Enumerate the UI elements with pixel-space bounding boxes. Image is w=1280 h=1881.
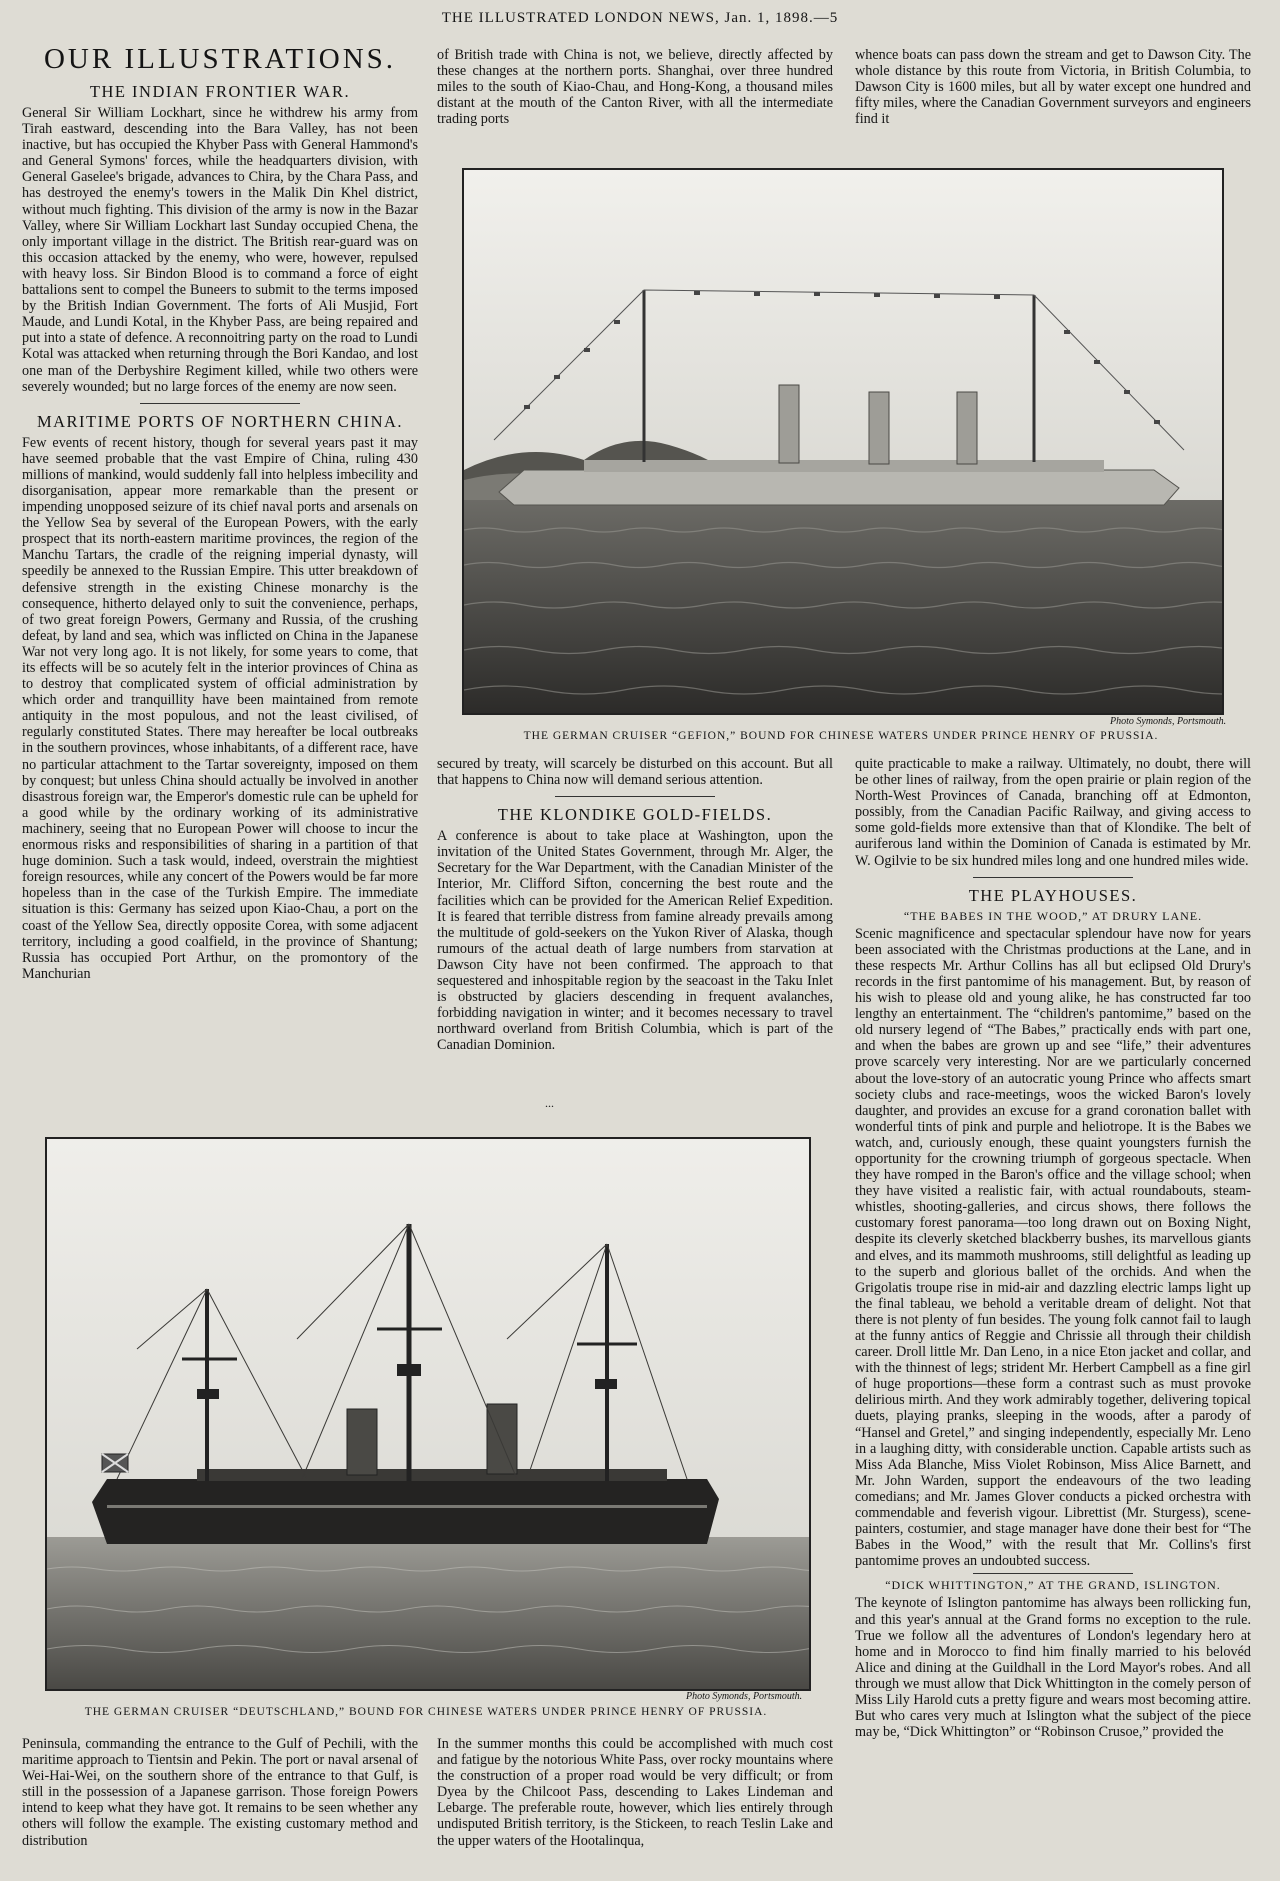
klondike-text: A conference is about to take place at Washington, upon the invitation of the United States Government, through Mr. Alger, the Secretary for the War Department, with the Canadian Minister of the Interior, Mr. Clifford Sifton, concerning the best route and the facilities which can be provided for the American Relief Expedition. It is feared that terrible distress from famine already prevails among the multitude of gold-seekers on the Yukon River of Alaska, though rumours of the actual death of large numbers from starvation at Dawson City have not been confirmed. The approach to that sequestered and inhospitable region by the seacoast in the Taku Inlet is obstructed by glaciers descending in frequent avalanches, forbidding navigation in winter; and it becomes necessary to travel northward overland from British Columbia, which is part of the Canadian Dominion. bbox=[437, 828, 833, 1054]
section-divider bbox=[973, 877, 1133, 878]
section-divider bbox=[140, 403, 300, 404]
indian-frontier-heading: THE INDIAN FRONTIER WAR. bbox=[89, 82, 351, 101]
maritime-ports-text: Few events of recent history, though for several years past it may have seemed probable that the vast Empire of China, ruling 430 millions of mankind, would suddenly fall into helpless imbecility and disorganisation, appear more remarkable than the present or impending unopposed seizure of its chief naval ports and arsenals on the Yellow Sea by several of the European Powers, with the early prospect that its north-eastern maritime provinces, the region of the Manchu Tartars, the cradle of the reigning imperial dynasty, will speedily be annexed to the Russian Empire. This utter breakdown of defensive strength in the existing Chinese monarchy is the consequence, hitherto delayed only to suit the convenience, perhaps, of two great foreign Powers, Germany and Russia, of the crushing defeat, by land and sea, which was inflicted on China in the Japanese War not very long ago. It is not likely, for some years to come, that its effects will be so acutely felt in the interior provinces of China as to destroy that complicated system of official administration by which order and tranquillity have been maintained from remote antiquity in the most populous, and not the least civilised, of regularly constituted States. There may hereafter be local outbreaks in the southern provinces, whose inhabitants, of a different race, have no particular attachment to the Tartar sovereignty, imposed on them by conquest; but unless China should actually be involved in another disastrous foreign war, the Emperor's domestic rule can be upheld for a good while by the ordinary working of its administrative machinery, seeing that no European Power will choose to incur the enormous risks and responsibilities of sharing in a partition of that huge dominion. Such a task would, indeed, overstrain the mightiest foreign resources, while any concert of the Powers would be far more hopeless than in the case of the Turkish Empire. The immediate situation is this: Germany has seized upon Kiao-Chau, a port on the coast of the Yellow Sea, directly opposite Corea, with some adjacent territory, including a good coalfield, in the province of Shantung; Russia has occupied Port Arthur, on the promontory of the Manchurian bbox=[22, 434, 418, 982]
deutschland-photo bbox=[45, 1137, 811, 1691]
deutschland-caption: THE GERMAN CRUISER “DEUTSCHLAND,” BOUND FOR CHINESE WATERS UNDER PRINCE HENRY OF PRUSSIA. bbox=[84, 1706, 768, 1718]
continuation-dots: ... bbox=[545, 1096, 554, 1110]
whittington-subheading: “DICK WHITTINGTON,” AT THE GRAND, ISLINGTON. bbox=[885, 1578, 1221, 1593]
middle-top-text: of British trade with China is not, we believe, directly affected by these changes at the northern ports. Shanghai, over three hundred miles to the south of Kiao-Chau, and Hong-Kong, a thousand miles distant at the mouth of the Canton River, with all the intermediate trading ports bbox=[437, 47, 833, 127]
bottom-middle-text: In the summer months this could be accomplished with much cost and fatigue by the notorious White Pass, over rocky mountains where the construction of a proper road would be very difficult; or from Dyea by the Chilcoot Pass, descending to Lakes Lindeman and Lebarge. The preferable route, however, which lies entirely through undisputed British territory, is the Stickeen, to reach Teslin Lake and the upper waters of the Hootalinqua, bbox=[437, 1736, 833, 1849]
babes-subheading: “THE BABES IN THE WOOD,” AT DRURY LANE. bbox=[903, 908, 1203, 923]
maritime-ports-heading: MARITIME PORTS OF NORTHERN CHINA. bbox=[36, 411, 404, 431]
gefion-ship-image bbox=[464, 170, 1222, 713]
middle-lower-column bbox=[437, 756, 833, 1086]
section-divider bbox=[555, 796, 715, 797]
right-lower-column bbox=[855, 756, 1251, 1872]
right-top-text: whence boats can pass down the stream and get to Dawson City. The whole distance by this route from Victoria, in British Columbia, to Dawson City is 1600 miles, but all by water except one hundred and fifty miles, where the Canadian Government surveyors and engineers find it bbox=[855, 47, 1251, 127]
whittington-text: The keynote of Islington pantomime has always been rollicking fun, and this year's annual at the Grand forms no exception to the rule. True we follow all the adventures of London's legendary hero at home and in Morocco to find him finally married to his belovéd Alice and dining at the Guildhall in the Lord Mayor's robes. And all through we must allow that Dick Whittington in the comely person of Miss Lily Harold cuts a pretty figure and wears most becoming attire. But who cares very much at Islington what the subject of the piece may be, “Dick Whittington” or “Robinson Crusoe,” provided the bbox=[855, 1595, 1251, 1741]
left-column bbox=[22, 42, 418, 1082]
gefion-caption: THE GERMAN CRUISER “GEFION,” BOUND FOR CHINESE WATERS UNDER PRINCE HENRY OF PRUSSIA. bbox=[523, 730, 1159, 742]
klondike-continuation-text: quite practicable to make a railway. Ultimately, no doubt, there will be other lines of railway, from the open prairie or plain region of the North-West Provinces of Canada, branching off at Edmonton, possibly, from the Canadian Pacific Railway, and giving access to some gold-fields more extensive than that of Klondike. The belt of auriferous land within the Dominion of Canada is estimated by Mr. W. Ogilvie to be six hundred miles long and one hundred miles wide. bbox=[855, 756, 1251, 869]
babes-text: Scenic magnificence and spectacular splendour have now for years been associated with the Christmas productions at the Lane, and in these respects Mr. Arthur Collins has all but eclipsed Old Drury's records in the first pantomime of his management. But, by reason of his wish to please old and young alike, he has constructed far too lengthy an entertainment. The “children's pantomime,” based on the old nursery legend of “The Babes,” practically ends with part one, and when the babes are grown up and see “life,” their adventures prove scarcely very interesting. Nor are we particularly concerned about the love-story of an autocratic young Prince who affects smart society clubs and race-meetings, woos the wicked Baron's lovely daughter, and provides an excuse for a grand coronation ballet with wonderful tints of pink and purple and heliotrope. It is the Babes we watch, and, curiously enough, these quaint youngsters furnish the opportunity for the crowning triumph of gorgeous spectacle. When they have romped in the Baron's office and the village school; when they have visited a realistic fair, with actual roundabouts, steam-whistles, shooting-galleries, and circus shows, there follows the customary forest panorama—too long drawn out on Boxing Night, despite its cleverly sketched blackberry bushes, its marvellous giants and elves, and its mammoth mushrooms, still delightful as leading up to the superb and glorious ballet of the orchids. And when the Grigolatis troupe rise in mid-air and dazzling electric lamps light up the final tableau, we behold a veritable dream of delight. Not that there is not plenty of fun besides. The young folk cannot fail to laugh at the funny antics of Reggie and Chrissie all through their childish career. Droll little Mr. Dan Leno, in a nice Eton jacket and collar, and with the thinnest of legs; strident Mr. Herbert Campbell as a fine girl of huge proportions—these form a contrast such as must provoke delirious mirth. And they work admirably together, delivering topical duets, playing pranks, sleeping in the woods, after a parody of “Hansel and Gretel,” and singing independently, especially Mr. Leno in a laughing ditty, with considerable unction. Capable artists such as Miss Ada Blanche, Miss Violet Robinson, Miss Alice Barnett, and Mr. John Warden, support the endeavours of the two leading comedians; and Mr. James Glover conducts a picked orchestra with commendable and feverish vigour. Librettist (Mr. Sturgess), scene-painters, costumier, and stage manager have done their best for “The Babes in the Wood,” with the result that Mr. Collins's first pantomime proves an undoubted success. bbox=[855, 925, 1251, 1570]
gefion-photo-credit: Photo Symonds, Portsmouth. bbox=[1110, 716, 1227, 727]
playhouses-heading: THE PLAYHOUSES. bbox=[968, 885, 1138, 905]
deutschland-ship-image bbox=[47, 1139, 809, 1689]
bottom-left-column bbox=[22, 1736, 418, 1872]
right-top-column bbox=[855, 47, 1251, 127]
gefion-photo bbox=[462, 168, 1224, 715]
indian-frontier-text: General Sir William Lockhart, since he withdrew his army from Tirah eastward, descending into the Bara Valley, has not been inactive, but has occupied the Khyber Pass with General Hammond's and General Symons' forces, while the headquarters division, with General Gaselee's brigade, advances to Chira, by the Chara Pass, and has destroyed the enemy's towers in the Malik Din Khel district, without much fighting. This division of the army is now in the Bazar Valley, where Sir William Lockhart last Sunday occupied Chena, the only important village in the district. The British rear-guard was on this occasion attacked by the enemy, who were, however, repulsed with heavy loss. Sir Bindon Blood is to command a force of eight battalions sent to compel the Buneers to submit to the terms imposed by the British Indian Government. The forts of Ali Musjid, Fort Maude, and Lundi Kotal, in the Khyber Pass, are being repaired and put into a state of defence. A reconnoitring party on the road to Lundi Kotal was attacked when returning through the Bori Kandao, and lost one man of the Derbyshire Regiment killed, while two others were severely wounded; but no large forces of the enemy are now seen. bbox=[22, 105, 418, 395]
section-divider bbox=[973, 1573, 1133, 1574]
china-conclusion-text: secured by treaty, will scarcely be disturbed on this account. But all that happens to China now will demand serious attention. bbox=[437, 756, 833, 789]
page-title: OUR ILLUSTRATIONS. bbox=[43, 43, 397, 75]
bottom-middle-column bbox=[437, 1736, 833, 1872]
klondike-heading: THE KLONDIKE GOLD-FIELDS. bbox=[497, 805, 773, 825]
running-head: THE ILLUSTRATED LONDON NEWS, Jan. 1, 1898.—5 bbox=[441, 10, 839, 26]
middle-top-column bbox=[437, 47, 833, 127]
bottom-left-text: Peninsula, commanding the entrance to the Gulf of Pechili, with the maritime approach to Tientsin and Pekin. The port or naval arsenal of Wei-Hai-Wei, on the southern shore of the entrance to that Gulf, is still in the possession of a Japanese garrison. Those foreign Powers intend to keep what they have got. It remains to be seen whether any others will follow the example. The existing customary method and distribution bbox=[22, 1736, 418, 1849]
deutschland-photo-credit: Photo Symonds, Portsmouth. bbox=[686, 1691, 803, 1702]
